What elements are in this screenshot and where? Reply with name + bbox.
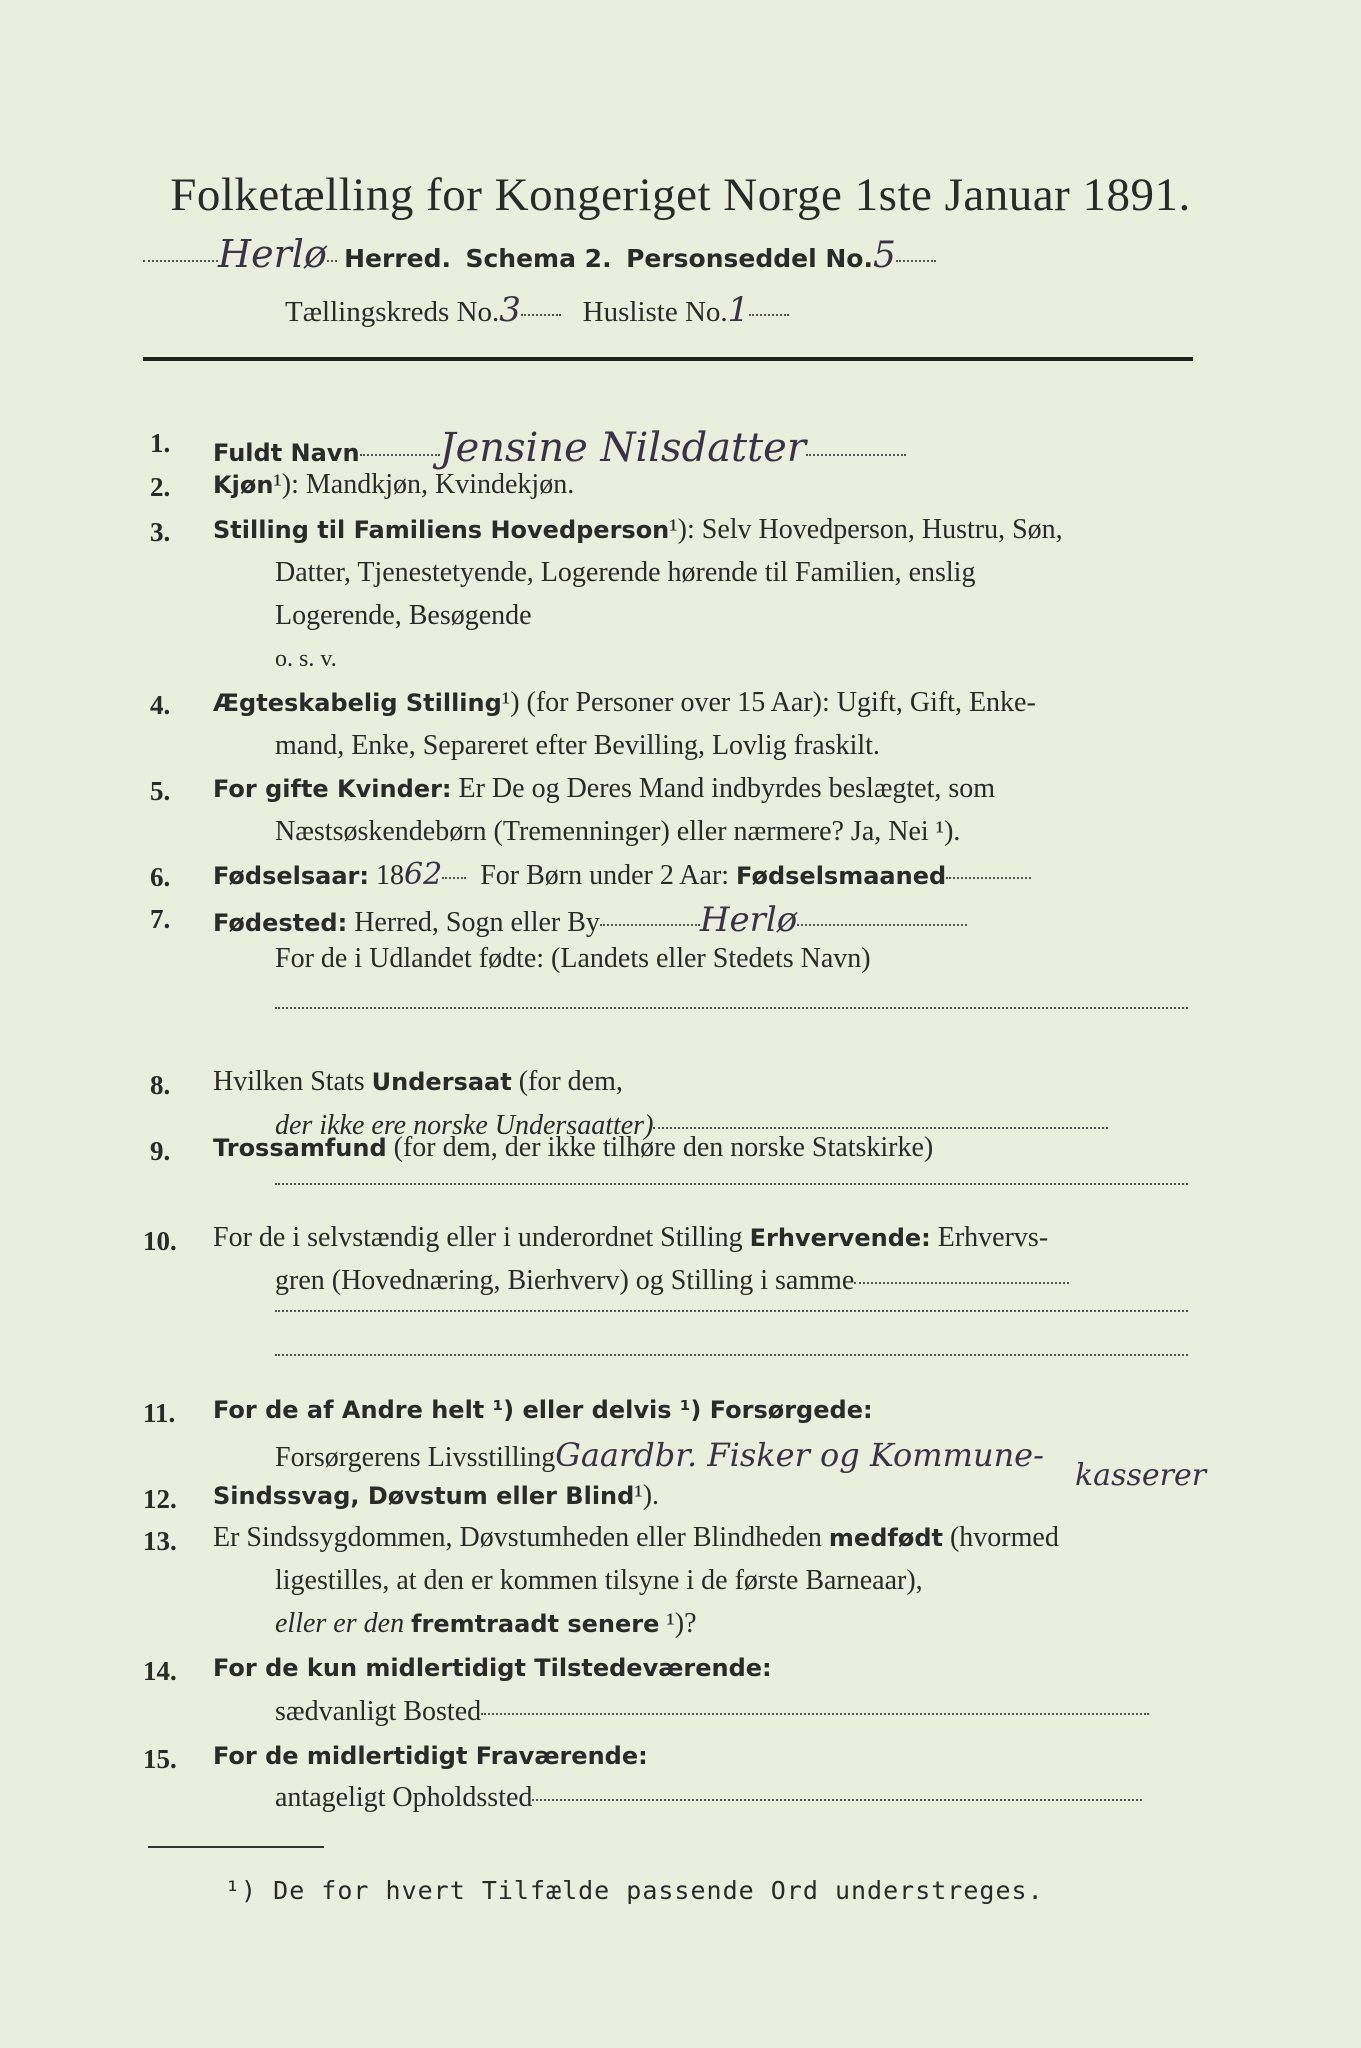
q8-row-a: [213, 1066, 623, 1098]
q1-value: Jensine Nilsdatter: [439, 425, 806, 471]
q14-label: For de kun midlertidigt Tilstedeværende:: [213, 1654, 772, 1682]
q1-label: Fuldt Navn: [213, 439, 360, 467]
q6-row: [213, 857, 1031, 892]
q10-blank-line-1: [275, 1310, 1188, 1312]
q6-label: Fødselsaar:: [213, 862, 369, 890]
q9-text: (for dem, der ikke tilhøre den norske Statskirke): [393, 1132, 934, 1163]
q15-label: For de midlertidigt Fraværende:: [213, 1742, 648, 1770]
q13-text-a: Er Sindssygdommen, Døvstumheden eller Blindheden: [213, 1522, 822, 1553]
q1-row: [213, 425, 906, 471]
form-title: Folketælling for Kongeriget Norge 1ste Januar 1891.: [170, 169, 1191, 221]
q7-label: Fødested:: [213, 909, 348, 937]
q8-text-b: (for dem,: [518, 1066, 623, 1097]
q5-label: For gifte Kvinder:: [213, 775, 452, 803]
q10-text-b: Erhvervs-: [937, 1222, 1049, 1253]
q6-number: 6.: [150, 862, 171, 892]
q11-value-a: Gaardbr. Fisker og Kommune-: [555, 1436, 1044, 1474]
q6-text: For Børn under 2 Aar:: [480, 860, 730, 891]
q13-label-a: medfødt: [828, 1524, 943, 1552]
q10-text-c: gren (Hovednæring, Bierhverv) og Stilling i samme: [275, 1265, 855, 1296]
q3-row-a: [213, 514, 1063, 546]
q7-number: 7.: [150, 904, 171, 934]
q8-text-c: der ikke ere norske Undersaatter): [275, 1110, 654, 1141]
q10-text-a: For de i selvstændig eller i underordnet Stilling: [213, 1222, 743, 1253]
header-rule: [143, 357, 1193, 361]
q12-text: ¹).: [634, 1480, 660, 1511]
q5-text-a: Er De og Deres Mand indbyrdes beslægtet, som: [458, 773, 996, 804]
q11-label: For de af Andre helt ¹) eller delvis ¹) Forsørgede:: [213, 1396, 873, 1424]
herred-value: Herlø: [218, 232, 327, 276]
q4-text-b: mand, Enke, Separeret efter Bevilling, Lovlig fraskilt.: [275, 730, 880, 761]
footnote: ¹) De for hvert Tilfælde passende Ord understreges.: [225, 1876, 1044, 1905]
footnote-rule: [148, 1846, 324, 1848]
q2-label: Kjøn: [213, 471, 274, 499]
q14-text: sædvanligt Bosted: [275, 1696, 482, 1727]
q11-row-b: [275, 1436, 1044, 1474]
q9-label: Trossamfund: [213, 1134, 387, 1162]
q14-number: 14.: [143, 1656, 177, 1686]
q12-number: 12.: [143, 1484, 177, 1514]
q9-blank-line: [275, 1183, 1188, 1185]
q2-row: [213, 469, 574, 501]
husliste-label: Husliste No.: [582, 296, 728, 328]
q8-text-a: Hvilken Stats: [213, 1066, 365, 1097]
q3-text-c: Logerende, Besøgende: [275, 600, 532, 631]
schema-label: Schema 2.: [465, 244, 612, 273]
q3-text-d: o. s. v.: [275, 646, 337, 672]
q11-row-a: [213, 1394, 873, 1426]
q7-text-b: For de i Udlandet fødte: (Landets eller Stedets Navn): [275, 943, 871, 974]
q15-number: 15.: [143, 1744, 177, 1774]
q7-text-a: Herred, Sogn eller By: [354, 907, 600, 938]
husliste-value: 1: [727, 290, 750, 330]
q7-row-a: [213, 900, 967, 940]
q3-number: 3.: [150, 517, 171, 547]
q13-number: 13.: [143, 1526, 177, 1556]
q13-label-b: fremtraadt senere: [411, 1610, 660, 1638]
q6-label2: Fødselsmaaned: [736, 862, 947, 890]
q5-row-a: [213, 773, 995, 805]
q8-number: 8.: [150, 1070, 171, 1100]
q9-row: [213, 1132, 933, 1164]
q9-number: 9.: [150, 1136, 171, 1166]
kreds-label: Tællingskreds No.: [285, 296, 500, 328]
q4-label: Ægteskabelig Stilling: [213, 689, 502, 717]
q12-label: Sindssvag, Døvstum eller Blind: [213, 1482, 635, 1510]
q6-prefix: 18: [376, 860, 404, 891]
q7-value: Herlø: [699, 900, 798, 940]
q15-row-b: [275, 1782, 1142, 1814]
q1-number: 1.: [150, 428, 171, 458]
q6-value: 62: [404, 857, 443, 892]
kreds-value: 3: [499, 290, 521, 330]
q11-number: 11.: [143, 1398, 176, 1428]
q5-number: 5.: [150, 776, 171, 806]
q14-row-a: [213, 1652, 772, 1684]
q13-text-c: ligestilles, at den er kommen tilsyne i de første Barneaar),: [275, 1565, 923, 1596]
q5-text-b: Næstsøskendebørn (Tremenninger) eller nærmere? Ja, Nei ¹).: [275, 816, 961, 847]
q10-row-a: [213, 1222, 1048, 1254]
q13-row-d: [275, 1608, 697, 1640]
q4-text-a: ¹) (for Personer over 15 Aar): Ugift, Gift, Enke-: [501, 687, 1036, 718]
q12-row: [213, 1480, 659, 1512]
personseddel-label: Personseddel No.: [626, 244, 873, 273]
q15-text: antageligt Opholdssted: [275, 1782, 533, 1813]
q8-label: Undersaat: [371, 1068, 512, 1096]
q10-label: Erhvervende:: [749, 1224, 931, 1252]
q13-text-e: ¹)?: [666, 1608, 697, 1639]
q13-text-d: eller er den: [275, 1608, 405, 1639]
q3-text-b: Datter, Tjenestetyende, Logerende hørende til Familien, enslig: [275, 557, 976, 588]
q11-text: Forsørgerens Livsstilling: [275, 1442, 556, 1473]
q2-text: ¹): Mandkjøn, Kvindekjøn.: [273, 469, 575, 500]
q4-number: 4.: [150, 690, 171, 720]
q10-row-b: [275, 1265, 1069, 1297]
herred-label: Herred.: [344, 244, 451, 273]
q13-row-a: [213, 1522, 1059, 1554]
q15-row-a: [213, 1740, 648, 1772]
kreds-line: [285, 290, 789, 330]
q2-number: 2.: [150, 472, 171, 502]
q3-text-a: ¹): Selv Hovedperson, Hustru, Søn,: [669, 514, 1063, 545]
q10-blank-line-2: [275, 1354, 1188, 1356]
q11-value-b: kasserer: [1075, 1458, 1207, 1493]
q4-row-a: [213, 687, 1036, 719]
q3-label: Stilling til Familiens Hovedperson: [213, 516, 670, 544]
q7-blank-line: [275, 1007, 1188, 1009]
q13-text-b: (hvormed: [949, 1522, 1059, 1553]
q10-number: 10.: [143, 1226, 177, 1256]
q14-row-b: [275, 1696, 1149, 1728]
herred-line: [143, 232, 936, 276]
personseddel-value: 5: [872, 235, 896, 276]
